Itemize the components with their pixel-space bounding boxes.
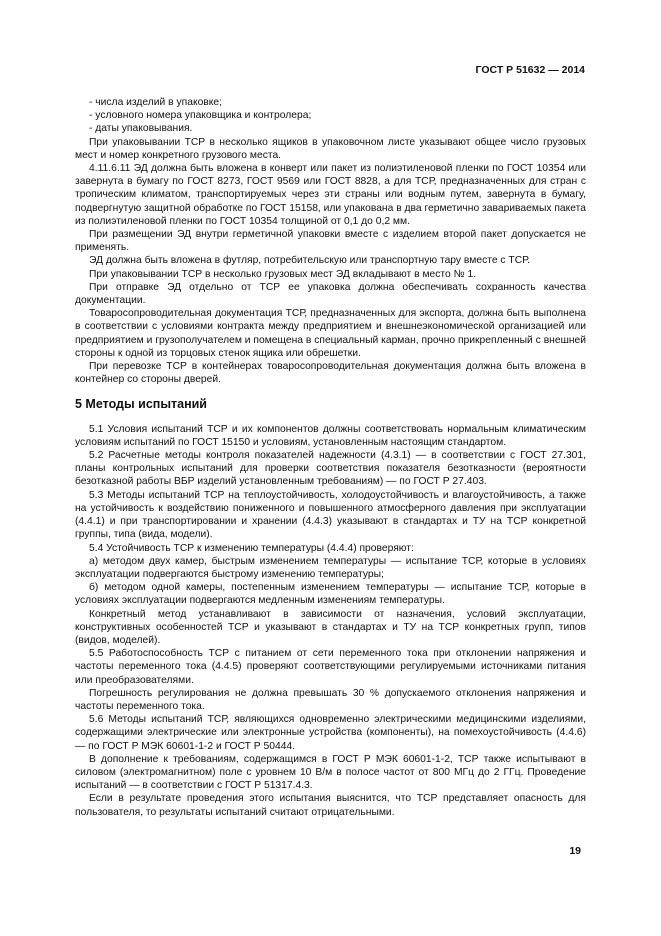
list-line: - числа изделий в упаковке; [89,97,222,108]
paragraph: При упаковывании ТСР в несколько грузовых мест ЭД вкладывают в место № 1. [89,268,477,280]
list-item: б) методом одной камеры, постепенным изменением температуры — испытание ТСР, которые в условиях эксплуатации подвергаются медленным изменениям температуры. [75,582,586,607]
paragraph: При размещении ЭД внутри герметичной упаковки вместе с изделием второй пакет допускается не применять. [75,229,586,254]
section-title: 5 Методы испытаний [75,397,207,412]
paragraph: При отправке ЭД отдельно от ТСР ее упаковка должна обеспечивать сохранность качества документации. [75,281,586,307]
paragraph: 5.4 Устойчивость ТСР к изменению температуры (4.4.4) проверяют: [89,542,414,554]
list-item: а) методом двух камер, быстрым изменением температуры — испытание ТСР, которые в условиях эксплуатации подвергаются быстрому изменению температуры; [75,555,586,580]
paragraph: 4.11.6.11 ЭД должна быть вложена в конверт или пакет из полиэтиленовой пленки по ГОСТ 10354 или завернута в бумагу по ГОСТ 8273, ГОСТ 9569 или ГОСТ 8828, а для ТСР, предназначенных для стран с тропическим климатом, транспортируемых через эти страны или водным путем, завернута в бумагу, подвергнутую защитной обработке по ГОСТ 15158, или упакована в два герметично завариваемых пакета из полиэтиленовой пленки по ГОСТ 10354 толщиной от 0,1 до 0,2 мм. [75,163,586,227]
paragraph: Конкретный метод устанавливают в зависимости от назначения, условий эксплуатации, конструктивных особенностей ТСР и указывают в стандартах и ТУ на ТСР конкретных групп, типов (видов, моделей). [75,608,586,646]
page-number: 19 [569,845,581,857]
paragraph: ЭД должна быть вложена в футляр, потребительскую или транспортную тару вместе с ТСР. [89,255,530,267]
paragraph: При упаковывании ТСР в несколько ящиков в упаковочном листе указывают общее число грузовых мест и номер конкретного грузового места. [75,136,586,161]
list-line: - условного номера упаковщика и контролера; [89,110,312,122]
paragraph: 5.3 Методы испытаний ТСР на теплоустойчивость, холодоустойчивость и влагоустойчивость, а также на устойчивость к воздействию пониженного и повышенного атмосферного давления при эксплуатации (4.4.1) и при транспортировании и хранении (4.4.3) указывают в стандартах и ТУ на ТСР конкретной группы, типа (вида, модели). [75,489,586,541]
list-line: - даты упаковывания. [89,123,193,135]
paragraph: 5.6 Методы испытаний ТСР, являющихся одновременно электрическими медицинскими изделиями, содержащими электрические или электронные устройства (компоненты), на помехоустойчивость (4.4.6) — по ГОСТ Р МЭК 60601-1-2 и ГОСТ Р 50444. [75,714,586,752]
paragraph: При перевозке ТСР в контейнерах товаросопроводительная документация должна быть вложена в контейнер со стороны дверей. [75,361,586,386]
paragraph: В дополнение к требованиям, содержащимся в ГОСТ Р МЭК 60601-1-2, ТСР также испытывают в силовом (электромагнитном) поле с уровнем 10 В/м в полосе частот от 800 МГц до 2 ГГц. Проведение испытаний — в соответствии с ГОСТ Р 51317.4.3. [75,753,586,792]
paragraph: 5.2 Расчетные методы контроля показателей надежности (4.3.1) — в соответствии с ГОСТ 27.301, планы контрольных испытаний для проверки соответствия показателя безотказности (вероятности безотказной работы ВБР изделий установленным требованиям) — по ГОСТ Р 27.403. [75,450,586,488]
paragraph: Погрешность регулирования не должна превышать 30 % допускаемого отклонения напряжения и частоты переменного тока. [75,687,586,712]
paragraph: Товаросопроводительная документация ТСР, предназначенных для экспорта, должна быть выполнена в соответствии с условиями контракта между предприятием и внешнеэкономической организацией или предприятием и грузополучателем и помещена в специальный карман, прочно прикрепленный с внешней стороны к одной из торцовых стенок ящика или обрешетки. [75,308,586,359]
standard-header: ГОСТ Р 51632 — 2014 [475,64,585,76]
paragraph: 5.5 Работоспособность ТСР с питанием от сети переменного тока при отклонении напряжения и частоты переменного тока (4.4.5) проверяют соответствующими регулируемыми источниками питания или преобразователями. [75,648,586,686]
paragraph: Если в результате проведения этого испытания выяснится, что ТСР представляет опасность для пользователя, то результаты испытаний считают отрицательными. [75,793,586,818]
paragraph: 5.1 Условия испытаний ТСР и их компонентов должны соответствовать нормальным климатическим условиям испытаний по ГОСТ 15150 и условиям, установленным настоящим стандартом. [75,423,586,448]
document-body [75,96,586,819]
